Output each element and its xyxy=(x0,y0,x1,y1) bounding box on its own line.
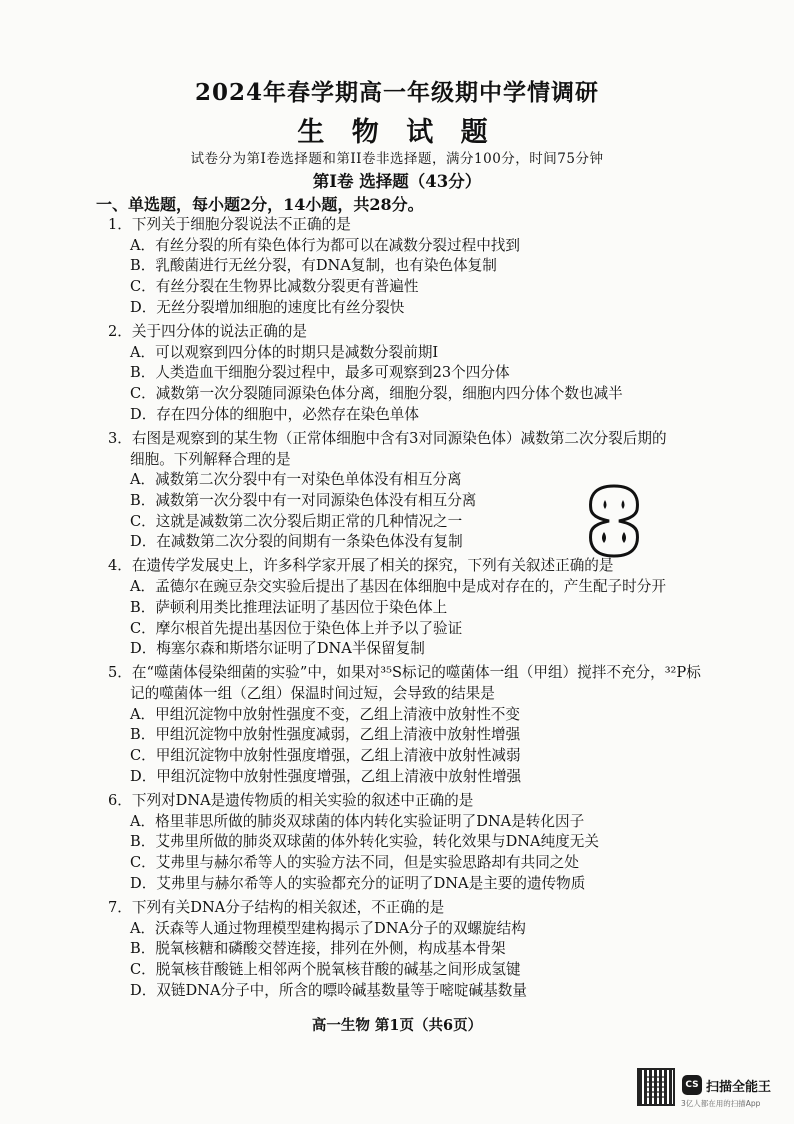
chromosome-lower-right xyxy=(622,532,626,543)
answer-option: A．沃森等人通过物理模型建构揭示了DNA分子的双螺旋结构 xyxy=(130,919,526,937)
chromosome-upper-left xyxy=(604,500,607,509)
chromosome-upper-right xyxy=(622,500,625,509)
answer-option: A．可以观察到四分体的时期只是减数分裂前期Ⅰ xyxy=(130,343,439,361)
answer-option: A．减数第二次分裂中有一对染色单体没有相互分离 xyxy=(130,471,462,489)
exam-title: 2024年春学期高一年级期中学情调研 xyxy=(194,79,599,106)
answer-option: A．有丝分裂的所有染色体行为都可以在减数分裂过程中找到 xyxy=(130,236,520,254)
page-footer: 高一生物 第1页（共6页） xyxy=(311,1017,483,1034)
section-heading: 一、单选题，每小题2分，14小题，共28分。 xyxy=(96,195,424,214)
question-stem: 1．下列关于细胞分裂说法不正确的是 xyxy=(108,216,351,233)
answer-option: D．艾弗里与赫尔希等人的实验都充分的证明了DNA是主要的遗传物质 xyxy=(130,874,586,892)
answer-option: D．甲组沉淀物中放射性强度增强，乙组上清液中放射性增强 xyxy=(130,767,522,785)
answer-option: B．萨顿利用类比推理法证明了基因位于染色体上 xyxy=(130,598,448,616)
camscanner-logo-icon: CS xyxy=(682,1075,702,1095)
scanner-app-name: 扫描全能王 xyxy=(706,1080,772,1095)
cell-outline xyxy=(591,486,638,556)
answer-option: C．摩尔根首先提出基因位于染色体上并予以了验证 xyxy=(130,619,463,637)
answer-option: C．减数第一次分裂随同源染色体分离，细胞分裂，细胞内四分体个数也减半 xyxy=(130,385,623,402)
question-stem: 4．在遗传学发展史上，许多科学家开展了相关的探究，下列有关叙述正确的是 xyxy=(108,557,614,575)
question-stem: 7．下列有关DNA分子结构的相关叙述，不正确的是 xyxy=(108,898,445,916)
answer-option: B．乳酸菌进行无丝分裂，有DNA复制，也有染色体复制 xyxy=(130,257,497,275)
answer-option: B．甲组沉淀物中放射性强度减弱，乙组上清液中放射性增强 xyxy=(130,726,521,744)
answer-option: C．有丝分裂在生物界比减数分裂更有普遍性 xyxy=(130,278,419,296)
question-stem: 5．在“噬菌体侵染细菌的实验”中，如果对³⁵S标记的噬菌体一组（甲组）搅拌不充分，³²P标 xyxy=(108,664,701,682)
answer-option: D．无丝分裂增加细胞的速度比有丝分裂快 xyxy=(130,298,405,316)
question-stem: 3．右图是观察到的某生物（正常体细胞中含有3对同源染色体）减数第二次分裂后期的 xyxy=(108,429,667,447)
scanner-tagline: 3亿人都在用的扫描App xyxy=(681,1099,761,1108)
question-stem: 2．关于四分体的说法正确的是 xyxy=(108,322,308,340)
answer-option: C．艾弗里与赫尔希等人的实验方法不同，但是实验思路却有共同之处 xyxy=(130,854,579,871)
answer-option: C．脱氧核苷酸链上相邻两个脱氧核苷酸的碱基之间形成氢键 xyxy=(130,960,521,978)
exam-subtitle: 生 物 试 题 xyxy=(297,117,497,148)
answer-option: A．格里菲思所做的肺炎双球菌的体内转化实验证明了DNA是转化因子 xyxy=(130,812,585,830)
answer-option: D．双链DNA分子中，所含的嘌呤碱基数量等于嘧啶碱基数量 xyxy=(130,981,527,999)
answer-option: C．这就是减数第二次分裂后期正常的几种情况之一 xyxy=(130,512,463,530)
cell-division-figure xyxy=(583,480,645,562)
answer-option: D．在减数第二次分裂的间期有一条染色体没有复制 xyxy=(130,533,463,551)
answer-option: A．孟德尔在豌豆杂交实验后提出了基因在体细胞中是成对存在的，产生配子时分开 xyxy=(130,578,666,596)
answer-option: D．存在四分体的细胞中，必然存在染色单体 xyxy=(130,405,419,423)
answer-option: B．人类造血干细胞分裂过程中，最多可观察到23个四分体 xyxy=(130,364,510,382)
answer-option: B．减数第一次分裂中有一对同源染色体没有相互分离 xyxy=(130,491,477,509)
answer-option: A．甲组沉淀物中放射性强度不变，乙组上清液中放射性不变 xyxy=(130,705,520,723)
question-stem: 记的噬菌体一组（乙组）保温时间过短，会导致的结果是 xyxy=(130,685,495,702)
exam-note: 试卷分为第Ⅰ卷选择题和第II卷非选择题，满分100分，时间75分钟 xyxy=(190,151,604,167)
answer-option: D．梅塞尔森和斯塔尔证明了DNA半保留复制 xyxy=(130,640,425,658)
question-stem: 细胞。下列解释合理的是 xyxy=(130,450,291,468)
answer-option: B．脱氧核糖和磷酸交替连接，排列在外侧，构成基本骨架 xyxy=(130,940,506,958)
answer-option: B．艾弗里所做的肺炎双球菌的体外转化实验，转化效果与DNA纯度无关 xyxy=(130,833,599,851)
qr-code xyxy=(637,1068,675,1106)
part-heading: 第Ⅰ卷 选择题（43分） xyxy=(312,172,482,191)
question-stem: 6．下列对DNA是遗传物质的相关实验的叙述中正确的是 xyxy=(108,791,474,809)
chromosome-lower-left xyxy=(602,532,606,543)
answer-option: C．甲组沉淀物中放射性强度增强，乙组上清液中放射性减弱 xyxy=(130,747,521,765)
